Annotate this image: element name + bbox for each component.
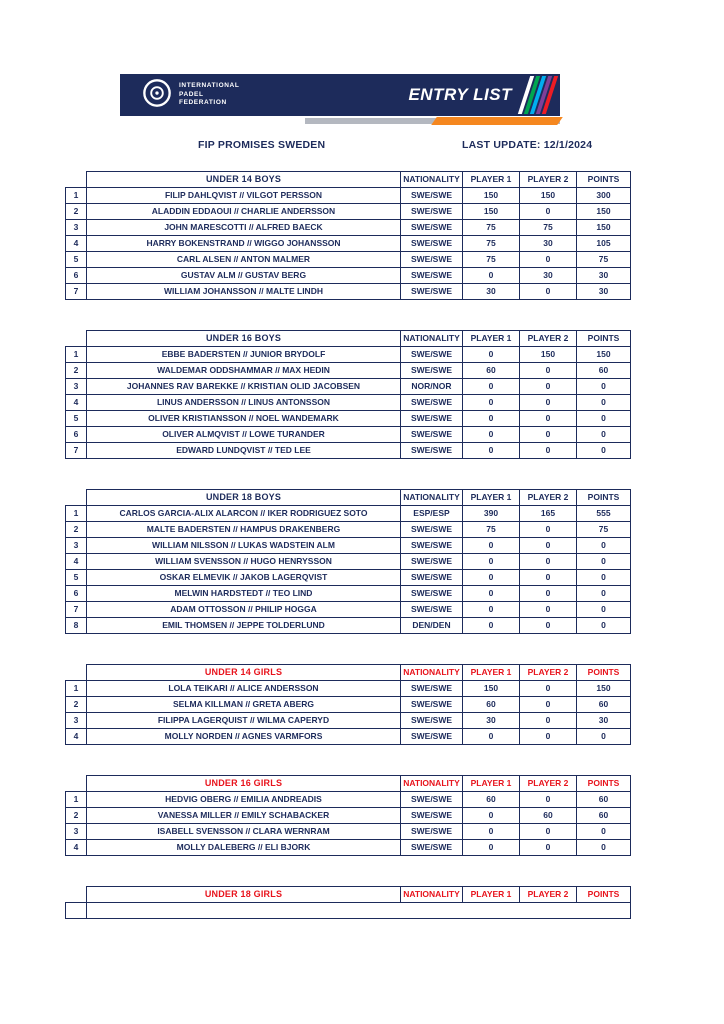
player1-points-cell: 0 bbox=[463, 379, 520, 395]
nationality-cell: SWE/SWE bbox=[401, 443, 463, 459]
player2-points-cell: 0 bbox=[520, 395, 577, 411]
header-spacer-cell bbox=[66, 776, 87, 792]
table-row bbox=[66, 363, 631, 379]
total-points-cell: 0 bbox=[577, 379, 631, 395]
nationality-cell: SWE/SWE bbox=[401, 840, 463, 856]
player2-points-cell: 0 bbox=[520, 427, 577, 443]
table-row bbox=[66, 538, 631, 554]
entry-table bbox=[65, 775, 631, 856]
total-points-cell: 60 bbox=[577, 792, 631, 808]
ipf-logo-line-1: INTERNATIONAL bbox=[179, 82, 240, 90]
table-row bbox=[66, 570, 631, 586]
column-header-nationality: NATIONALITY bbox=[401, 887, 463, 903]
row-number-cell: 4 bbox=[66, 840, 87, 856]
player2-points-cell: 0 bbox=[520, 252, 577, 268]
category-title: UNDER 16 GIRLS bbox=[87, 776, 401, 792]
entry-table bbox=[65, 330, 631, 459]
total-points-cell: 0 bbox=[577, 443, 631, 459]
player1-points-cell: 75 bbox=[463, 220, 520, 236]
player1-points-cell: 0 bbox=[463, 347, 520, 363]
table-row bbox=[66, 188, 631, 204]
total-points-cell: 30 bbox=[577, 284, 631, 300]
row-number-cell: 2 bbox=[66, 697, 87, 713]
nationality-cell: SWE/SWE bbox=[401, 602, 463, 618]
total-points-cell: 0 bbox=[577, 538, 631, 554]
player1-points-cell: 0 bbox=[463, 729, 520, 745]
column-header-player1: PLAYER 1 bbox=[463, 490, 520, 506]
player2-points-cell: 0 bbox=[520, 538, 577, 554]
table-row bbox=[66, 824, 631, 840]
table-row bbox=[66, 729, 631, 745]
total-points-cell: 0 bbox=[577, 411, 631, 427]
empty-table-row bbox=[66, 903, 631, 919]
player2-points-cell: 0 bbox=[520, 840, 577, 856]
row-number-cell: 6 bbox=[66, 427, 87, 443]
row-number-cell: 2 bbox=[66, 363, 87, 379]
nationality-cell: SWE/SWE bbox=[401, 188, 463, 204]
banner-orange-bar bbox=[431, 117, 563, 125]
total-points-cell: 75 bbox=[577, 252, 631, 268]
column-header-points: POINTS bbox=[577, 665, 631, 681]
player1-points-cell: 0 bbox=[463, 554, 520, 570]
players-cell: MALTE BADERSTEN // HAMPUS DRAKENBERG bbox=[87, 522, 401, 538]
players-cell: CARLOS GARCIA-ALIX ALARCON // IKER RODRIGUEZ SOTO bbox=[87, 506, 401, 522]
total-points-cell: 150 bbox=[577, 220, 631, 236]
column-header-points: POINTS bbox=[577, 172, 631, 188]
nationality-cell: SWE/SWE bbox=[401, 681, 463, 697]
nationality-cell: SWE/SWE bbox=[401, 729, 463, 745]
category-title: UNDER 14 BOYS bbox=[87, 172, 401, 188]
player2-points-cell: 30 bbox=[520, 268, 577, 284]
category-title: UNDER 18 BOYS bbox=[87, 490, 401, 506]
column-header-nationality: NATIONALITY bbox=[401, 490, 463, 506]
player2-points-cell: 60 bbox=[520, 808, 577, 824]
players-cell: SELMA KILLMAN // GRETA ABERG bbox=[87, 697, 401, 713]
table-header-row bbox=[66, 490, 631, 506]
total-points-cell: 150 bbox=[577, 347, 631, 363]
player1-points-cell: 0 bbox=[463, 808, 520, 824]
column-header-points: POINTS bbox=[577, 490, 631, 506]
column-header-player1: PLAYER 1 bbox=[463, 665, 520, 681]
total-points-cell: 0 bbox=[577, 840, 631, 856]
player1-points-cell: 75 bbox=[463, 252, 520, 268]
nationality-cell: NOR/NOR bbox=[401, 379, 463, 395]
row-number-cell: 4 bbox=[66, 729, 87, 745]
total-points-cell: 75 bbox=[577, 522, 631, 538]
total-points-cell: 60 bbox=[577, 363, 631, 379]
row-number-cell: 3 bbox=[66, 220, 87, 236]
ipf-logo bbox=[142, 78, 239, 113]
player1-points-cell: 0 bbox=[463, 618, 520, 634]
header-spacer-cell bbox=[66, 887, 87, 903]
row-number-cell: 3 bbox=[66, 824, 87, 840]
nationality-cell: SWE/SWE bbox=[401, 204, 463, 220]
table-row bbox=[66, 395, 631, 411]
row-number-cell: 4 bbox=[66, 395, 87, 411]
players-cell: OLIVER KRISTIANSSON // NOEL WANDEMARK bbox=[87, 411, 401, 427]
players-cell: FILIPPA LAGERQUIST // WILMA CAPERYD bbox=[87, 713, 401, 729]
nationality-cell: SWE/SWE bbox=[401, 697, 463, 713]
nationality-cell: SWE/SWE bbox=[401, 252, 463, 268]
players-cell: ISABELL SVENSSON // CLARA WERNRAM bbox=[87, 824, 401, 840]
nationality-cell: SWE/SWE bbox=[401, 808, 463, 824]
ipf-logo-text bbox=[179, 82, 239, 107]
ipf-logo-line-3: FEDERATION bbox=[179, 99, 227, 107]
players-cell: WALDEMAR ODDSHAMMAR // MAX HEDIN bbox=[87, 363, 401, 379]
total-points-cell: 0 bbox=[577, 586, 631, 602]
total-points-cell: 60 bbox=[577, 697, 631, 713]
empty-row-cell bbox=[87, 903, 631, 919]
player2-points-cell: 0 bbox=[520, 824, 577, 840]
row-number-cell: 7 bbox=[66, 443, 87, 459]
table-row bbox=[66, 792, 631, 808]
entry-table bbox=[65, 886, 631, 919]
total-points-cell: 0 bbox=[577, 729, 631, 745]
table-row bbox=[66, 522, 631, 538]
row-number-cell bbox=[66, 903, 87, 919]
player1-points-cell: 0 bbox=[463, 411, 520, 427]
table-header-row bbox=[66, 887, 631, 903]
player2-points-cell: 0 bbox=[520, 443, 577, 459]
column-header-player2: PLAYER 2 bbox=[520, 172, 577, 188]
player2-points-cell: 0 bbox=[520, 713, 577, 729]
column-header-player2: PLAYER 2 bbox=[520, 665, 577, 681]
table-row bbox=[66, 618, 631, 634]
player1-points-cell: 150 bbox=[463, 681, 520, 697]
event-title: FIP PROMISES SWEDEN bbox=[198, 139, 326, 151]
total-points-cell: 30 bbox=[577, 268, 631, 284]
row-number-cell: 7 bbox=[66, 602, 87, 618]
player1-points-cell: 60 bbox=[463, 792, 520, 808]
player2-points-cell: 0 bbox=[520, 697, 577, 713]
table-row bbox=[66, 411, 631, 427]
players-cell: OLIVER ALMQVIST // LOWE TURANDER bbox=[87, 427, 401, 443]
column-header-player2: PLAYER 2 bbox=[520, 887, 577, 903]
player1-points-cell: 0 bbox=[463, 570, 520, 586]
player1-points-cell: 75 bbox=[463, 236, 520, 252]
table-header-row bbox=[66, 665, 631, 681]
row-number-cell: 5 bbox=[66, 570, 87, 586]
player2-points-cell: 150 bbox=[520, 347, 577, 363]
player1-points-cell: 0 bbox=[463, 427, 520, 443]
nationality-cell: SWE/SWE bbox=[401, 586, 463, 602]
player2-points-cell: 0 bbox=[520, 284, 577, 300]
ipf-logo-icon bbox=[142, 78, 172, 113]
row-number-cell: 7 bbox=[66, 284, 87, 300]
players-cell: WILLIAM SVENSSON // HUGO HENRYSSON bbox=[87, 554, 401, 570]
players-cell: EDWARD LUNDQVIST // TED LEE bbox=[87, 443, 401, 459]
column-header-player2: PLAYER 2 bbox=[520, 331, 577, 347]
table-row bbox=[66, 236, 631, 252]
players-cell: MELWIN HARDSTEDT // TEO LIND bbox=[87, 586, 401, 602]
player2-points-cell: 0 bbox=[520, 729, 577, 745]
entry-list-banner-title: ENTRY LIST bbox=[408, 85, 512, 104]
players-cell: HEDVIG OBERG // EMILIA ANDREADIS bbox=[87, 792, 401, 808]
players-cell: ADAM OTTOSSON // PHILIP HOGGA bbox=[87, 602, 401, 618]
players-cell: JOHN MARESCOTTI // ALFRED BAECK bbox=[87, 220, 401, 236]
ipf-logo-line-2: PADEL bbox=[179, 90, 204, 98]
player1-points-cell: 0 bbox=[463, 395, 520, 411]
table-header-row bbox=[66, 172, 631, 188]
player1-points-cell: 75 bbox=[463, 522, 520, 538]
players-cell: WILLIAM JOHANSSON // MALTE LINDH bbox=[87, 284, 401, 300]
total-points-cell: 60 bbox=[577, 808, 631, 824]
nationality-cell: SWE/SWE bbox=[401, 363, 463, 379]
column-header-player1: PLAYER 1 bbox=[463, 172, 520, 188]
player1-points-cell: 0 bbox=[463, 824, 520, 840]
table-header-row bbox=[66, 776, 631, 792]
category-title: UNDER 18 GIRLS bbox=[87, 887, 401, 903]
total-points-cell: 0 bbox=[577, 395, 631, 411]
players-cell: GUSTAV ALM // GUSTAV BERG bbox=[87, 268, 401, 284]
player2-points-cell: 0 bbox=[520, 522, 577, 538]
nationality-cell: SWE/SWE bbox=[401, 713, 463, 729]
players-cell: LOLA TEIKARI // ALICE ANDERSSON bbox=[87, 681, 401, 697]
table-row bbox=[66, 840, 631, 856]
nationality-cell: SWE/SWE bbox=[401, 268, 463, 284]
nationality-cell: DEN/DEN bbox=[401, 618, 463, 634]
table-row bbox=[66, 268, 631, 284]
row-number-cell: 4 bbox=[66, 236, 87, 252]
player1-points-cell: 390 bbox=[463, 506, 520, 522]
players-cell: CARL ALSEN // ANTON MALMER bbox=[87, 252, 401, 268]
column-header-nationality: NATIONALITY bbox=[401, 172, 463, 188]
table-row bbox=[66, 681, 631, 697]
player2-points-cell: 150 bbox=[520, 188, 577, 204]
nationality-cell: ESP/ESP bbox=[401, 506, 463, 522]
player2-points-cell: 0 bbox=[520, 681, 577, 697]
players-cell: HARRY BOKENSTRAND // WIGGO JOHANSSON bbox=[87, 236, 401, 252]
total-points-cell: 105 bbox=[577, 236, 631, 252]
players-cell: EMIL THOMSEN // JEPPE TOLDERLUND bbox=[87, 618, 401, 634]
ipf-banner bbox=[120, 74, 560, 116]
players-cell: EBBE BADERSTEN // JUNIOR BRYDOLF bbox=[87, 347, 401, 363]
nationality-cell: SWE/SWE bbox=[401, 220, 463, 236]
row-number-cell: 1 bbox=[66, 347, 87, 363]
total-points-cell: 30 bbox=[577, 713, 631, 729]
player2-points-cell: 0 bbox=[520, 618, 577, 634]
total-points-cell: 0 bbox=[577, 618, 631, 634]
table-row bbox=[66, 204, 631, 220]
player1-points-cell: 0 bbox=[463, 602, 520, 618]
column-header-nationality: NATIONALITY bbox=[401, 665, 463, 681]
player1-points-cell: 0 bbox=[463, 443, 520, 459]
banner-stripes bbox=[516, 76, 558, 114]
players-cell: WILLIAM NILSSON // LUKAS WADSTEIN ALM bbox=[87, 538, 401, 554]
column-header-player2: PLAYER 2 bbox=[520, 776, 577, 792]
table-row bbox=[66, 443, 631, 459]
table-row bbox=[66, 506, 631, 522]
player1-points-cell: 0 bbox=[463, 268, 520, 284]
player2-points-cell: 0 bbox=[520, 411, 577, 427]
row-number-cell: 1 bbox=[66, 681, 87, 697]
category-title: UNDER 14 GIRLS bbox=[87, 665, 401, 681]
row-number-cell: 1 bbox=[66, 792, 87, 808]
total-points-cell: 0 bbox=[577, 824, 631, 840]
player1-points-cell: 30 bbox=[463, 713, 520, 729]
nationality-cell: SWE/SWE bbox=[401, 236, 463, 252]
column-header-points: POINTS bbox=[577, 331, 631, 347]
players-cell: VANESSA MILLER // EMILY SCHABACKER bbox=[87, 808, 401, 824]
row-number-cell: 5 bbox=[66, 252, 87, 268]
column-header-nationality: NATIONALITY bbox=[401, 331, 463, 347]
row-number-cell: 3 bbox=[66, 713, 87, 729]
total-points-cell: 0 bbox=[577, 427, 631, 443]
total-points-cell: 0 bbox=[577, 570, 631, 586]
row-number-cell: 1 bbox=[66, 506, 87, 522]
entry-table bbox=[65, 664, 631, 745]
player2-points-cell: 0 bbox=[520, 602, 577, 618]
table-row bbox=[66, 808, 631, 824]
row-number-cell: 3 bbox=[66, 538, 87, 554]
header-spacer-cell bbox=[66, 172, 87, 188]
table-row bbox=[66, 220, 631, 236]
player2-points-cell: 0 bbox=[520, 792, 577, 808]
nationality-cell: SWE/SWE bbox=[401, 427, 463, 443]
table-row bbox=[66, 252, 631, 268]
table-header-row bbox=[66, 331, 631, 347]
row-number-cell: 6 bbox=[66, 268, 87, 284]
nationality-cell: SWE/SWE bbox=[401, 395, 463, 411]
table-row bbox=[66, 586, 631, 602]
player2-points-cell: 0 bbox=[520, 204, 577, 220]
total-points-cell: 0 bbox=[577, 602, 631, 618]
row-number-cell: 3 bbox=[66, 379, 87, 395]
nationality-cell: SWE/SWE bbox=[401, 284, 463, 300]
column-header-points: POINTS bbox=[577, 776, 631, 792]
row-number-cell: 2 bbox=[66, 808, 87, 824]
category-title: UNDER 16 BOYS bbox=[87, 331, 401, 347]
nationality-cell: SWE/SWE bbox=[401, 522, 463, 538]
column-header-player1: PLAYER 1 bbox=[463, 887, 520, 903]
player2-points-cell: 0 bbox=[520, 570, 577, 586]
column-header-player1: PLAYER 1 bbox=[463, 331, 520, 347]
table-row bbox=[66, 284, 631, 300]
row-number-cell: 2 bbox=[66, 204, 87, 220]
row-number-cell: 2 bbox=[66, 522, 87, 538]
table-row bbox=[66, 427, 631, 443]
table-row bbox=[66, 602, 631, 618]
column-header-player1: PLAYER 1 bbox=[463, 776, 520, 792]
last-update: LAST UPDATE: 12/1/2024 bbox=[462, 139, 593, 151]
row-number-cell: 6 bbox=[66, 586, 87, 602]
nationality-cell: SWE/SWE bbox=[401, 824, 463, 840]
player1-points-cell: 0 bbox=[463, 840, 520, 856]
player2-points-cell: 0 bbox=[520, 554, 577, 570]
player2-points-cell: 30 bbox=[520, 236, 577, 252]
nationality-cell: SWE/SWE bbox=[401, 554, 463, 570]
row-number-cell: 4 bbox=[66, 554, 87, 570]
total-points-cell: 555 bbox=[577, 506, 631, 522]
player2-points-cell: 0 bbox=[520, 363, 577, 379]
player1-points-cell: 150 bbox=[463, 204, 520, 220]
table-row bbox=[66, 697, 631, 713]
row-number-cell: 1 bbox=[66, 188, 87, 204]
players-cell: LINUS ANDERSSON // LINUS ANTONSSON bbox=[87, 395, 401, 411]
row-number-cell: 8 bbox=[66, 618, 87, 634]
total-points-cell: 150 bbox=[577, 681, 631, 697]
player1-points-cell: 0 bbox=[463, 586, 520, 602]
players-cell: MOLLY DALEBERG // ELI BJORK bbox=[87, 840, 401, 856]
players-cell: JOHANNES RAV BAREKKE // KRISTIAN OLID JACOBSEN bbox=[87, 379, 401, 395]
table-row bbox=[66, 379, 631, 395]
column-header-points: POINTS bbox=[577, 887, 631, 903]
players-cell: ALADDIN EDDAOUI // CHARLIE ANDERSSON bbox=[87, 204, 401, 220]
nationality-cell: SWE/SWE bbox=[401, 411, 463, 427]
table-row bbox=[66, 347, 631, 363]
nationality-cell: SWE/SWE bbox=[401, 538, 463, 554]
player2-points-cell: 165 bbox=[520, 506, 577, 522]
table-row bbox=[66, 713, 631, 729]
column-header-player2: PLAYER 2 bbox=[520, 490, 577, 506]
player2-points-cell: 0 bbox=[520, 379, 577, 395]
players-cell: MOLLY NORDEN // AGNES VARMFORS bbox=[87, 729, 401, 745]
player1-points-cell: 0 bbox=[463, 538, 520, 554]
total-points-cell: 0 bbox=[577, 554, 631, 570]
player1-points-cell: 60 bbox=[463, 363, 520, 379]
row-number-cell: 5 bbox=[66, 411, 87, 427]
players-cell: OSKAR ELMEVIK // JAKOB LAGERQVIST bbox=[87, 570, 401, 586]
total-points-cell: 300 bbox=[577, 188, 631, 204]
nationality-cell: SWE/SWE bbox=[401, 347, 463, 363]
entry-table bbox=[65, 489, 631, 634]
players-cell: FILIP DAHLQVIST // VILGOT PERSSON bbox=[87, 188, 401, 204]
table-row bbox=[66, 554, 631, 570]
column-header-nationality: NATIONALITY bbox=[401, 776, 463, 792]
player1-points-cell: 150 bbox=[463, 188, 520, 204]
header-spacer-cell bbox=[66, 665, 87, 681]
nationality-cell: SWE/SWE bbox=[401, 570, 463, 586]
player2-points-cell: 75 bbox=[520, 220, 577, 236]
nationality-cell: SWE/SWE bbox=[401, 792, 463, 808]
player1-points-cell: 30 bbox=[463, 284, 520, 300]
tables-region bbox=[65, 171, 631, 949]
entry-table bbox=[65, 171, 631, 300]
player2-points-cell: 0 bbox=[520, 586, 577, 602]
header-spacer-cell bbox=[66, 490, 87, 506]
total-points-cell: 150 bbox=[577, 204, 631, 220]
player1-points-cell: 60 bbox=[463, 697, 520, 713]
header-spacer-cell bbox=[66, 331, 87, 347]
